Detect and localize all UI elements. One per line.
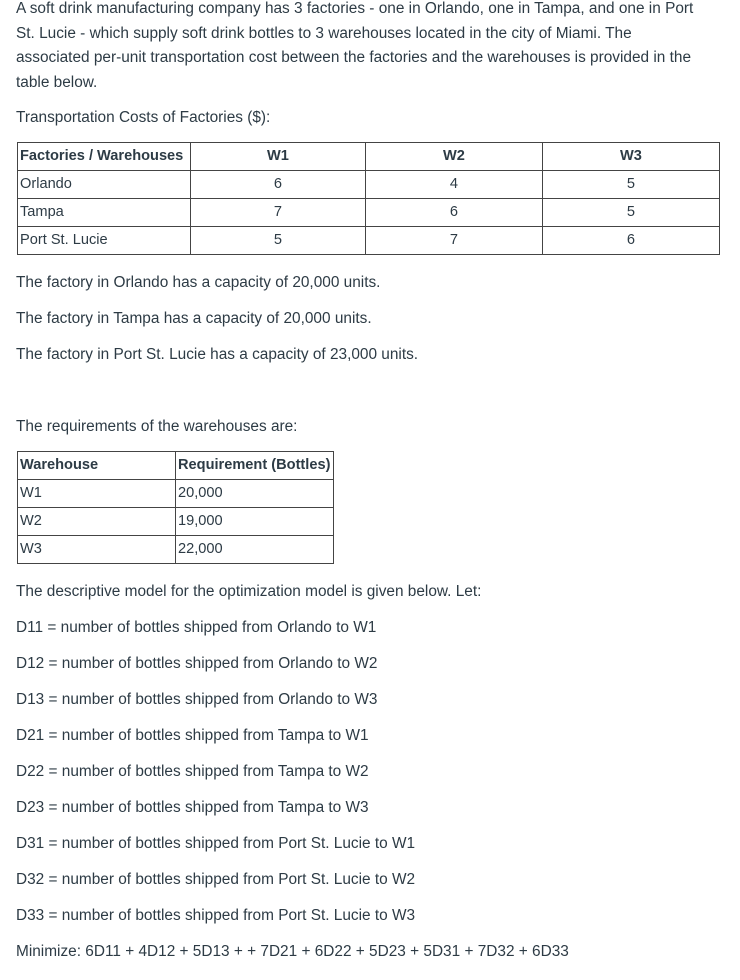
cost-cell: 6: [542, 227, 719, 255]
intro-line: A soft drink manufacturing company has 3 factories - one in Orlando, one in Tampa, and one in Port: [16, 0, 694, 17]
definition-d31: D31 = number of bottles shipped from Port St. Lucie to W1: [16, 835, 416, 852]
model-intro: The descriptive model for the optimization model is given below. Let:: [16, 583, 482, 600]
definition-d12: D12 = number of bottles shipped from Orlando to W2: [16, 655, 378, 672]
req-header-warehouse: Warehouse: [18, 452, 176, 480]
cost-row-label: Port St. Lucie: [18, 227, 191, 255]
definition-d13: D13 = number of bottles shipped from Orlando to W3: [16, 691, 378, 708]
cost-table-header-row: [18, 143, 720, 171]
definition-d32: D32 = number of bottles shipped from Port St. Lucie to W2: [16, 871, 416, 888]
req-value: 20,000: [176, 480, 334, 508]
requirements-caption: The requirements of the warehouses are:: [16, 418, 298, 435]
definition-d33: D33 = number of bottles shipped from Port St. Lucie to W3: [16, 907, 416, 924]
cost-cell: 7: [365, 227, 542, 255]
table-row: [18, 227, 720, 255]
requirements-table: [17, 451, 334, 564]
req-warehouse: W3: [18, 536, 176, 564]
cost-header-factories: Factories / Warehouses: [18, 143, 191, 171]
objective-function: Minimize: 6D11 + 4D12 + 5D13 + + 7D21 + 6D22 + 5D23 + 5D31 + 7D32 + 6D33: [16, 943, 569, 960]
cost-row-label: Orlando: [18, 171, 191, 199]
cost-cell: 4: [365, 171, 542, 199]
table-row: [18, 508, 334, 536]
definition-d23: D23 = number of bottles shipped from Tampa to W3: [16, 799, 369, 816]
intro-line: associated per-unit transportation cost between the factories and the warehouses is provided in the: [16, 49, 692, 66]
definition-d22: D22 = number of bottles shipped from Tampa to W2: [16, 763, 369, 780]
cost-cell: 6: [190, 171, 365, 199]
definition-d11: D11 = number of bottles shipped from Orlando to W1: [16, 619, 377, 636]
table-row: [18, 199, 720, 227]
req-value: 22,000: [176, 536, 334, 564]
cost-cell: 5: [542, 199, 719, 227]
req-warehouse: W2: [18, 508, 176, 536]
req-warehouse: W1: [18, 480, 176, 508]
capacity-orlando: The factory in Orlando has a capacity of 20,000 units.: [16, 274, 381, 291]
requirements-header-row: [18, 452, 334, 480]
cost-cell: 5: [542, 171, 719, 199]
intro-paragraph: [16, 0, 724, 95]
table-row: [18, 480, 334, 508]
cost-cell: 7: [190, 199, 365, 227]
cost-cell: 5: [190, 227, 365, 255]
req-value: 19,000: [176, 508, 334, 536]
cost-header-w2: W2: [365, 143, 542, 171]
req-header-requirement: Requirement (Bottles): [176, 452, 334, 480]
cost-header-w3: W3: [542, 143, 719, 171]
capacity-port-st-lucie: The factory in Port St. Lucie has a capacity of 23,000 units.: [16, 346, 419, 363]
cost-cell: 6: [365, 199, 542, 227]
intro-line: St. Lucie - which supply soft drink bottles to 3 warehouses located in the city of Miami. The: [16, 24, 632, 42]
capacity-tampa: The factory in Tampa has a capacity of 20,000 units.: [16, 310, 372, 327]
table-row: [18, 536, 334, 564]
definition-d21: D21 = number of bottles shipped from Tampa to W1: [16, 727, 369, 744]
cost-row-label: Tampa: [18, 199, 191, 227]
cost-table: [17, 142, 720, 255]
cost-header-w1: W1: [190, 143, 365, 171]
cost-table-caption: Transportation Costs of Factories ($):: [16, 109, 271, 126]
intro-line: table below.: [16, 73, 98, 91]
table-row: [18, 171, 720, 199]
